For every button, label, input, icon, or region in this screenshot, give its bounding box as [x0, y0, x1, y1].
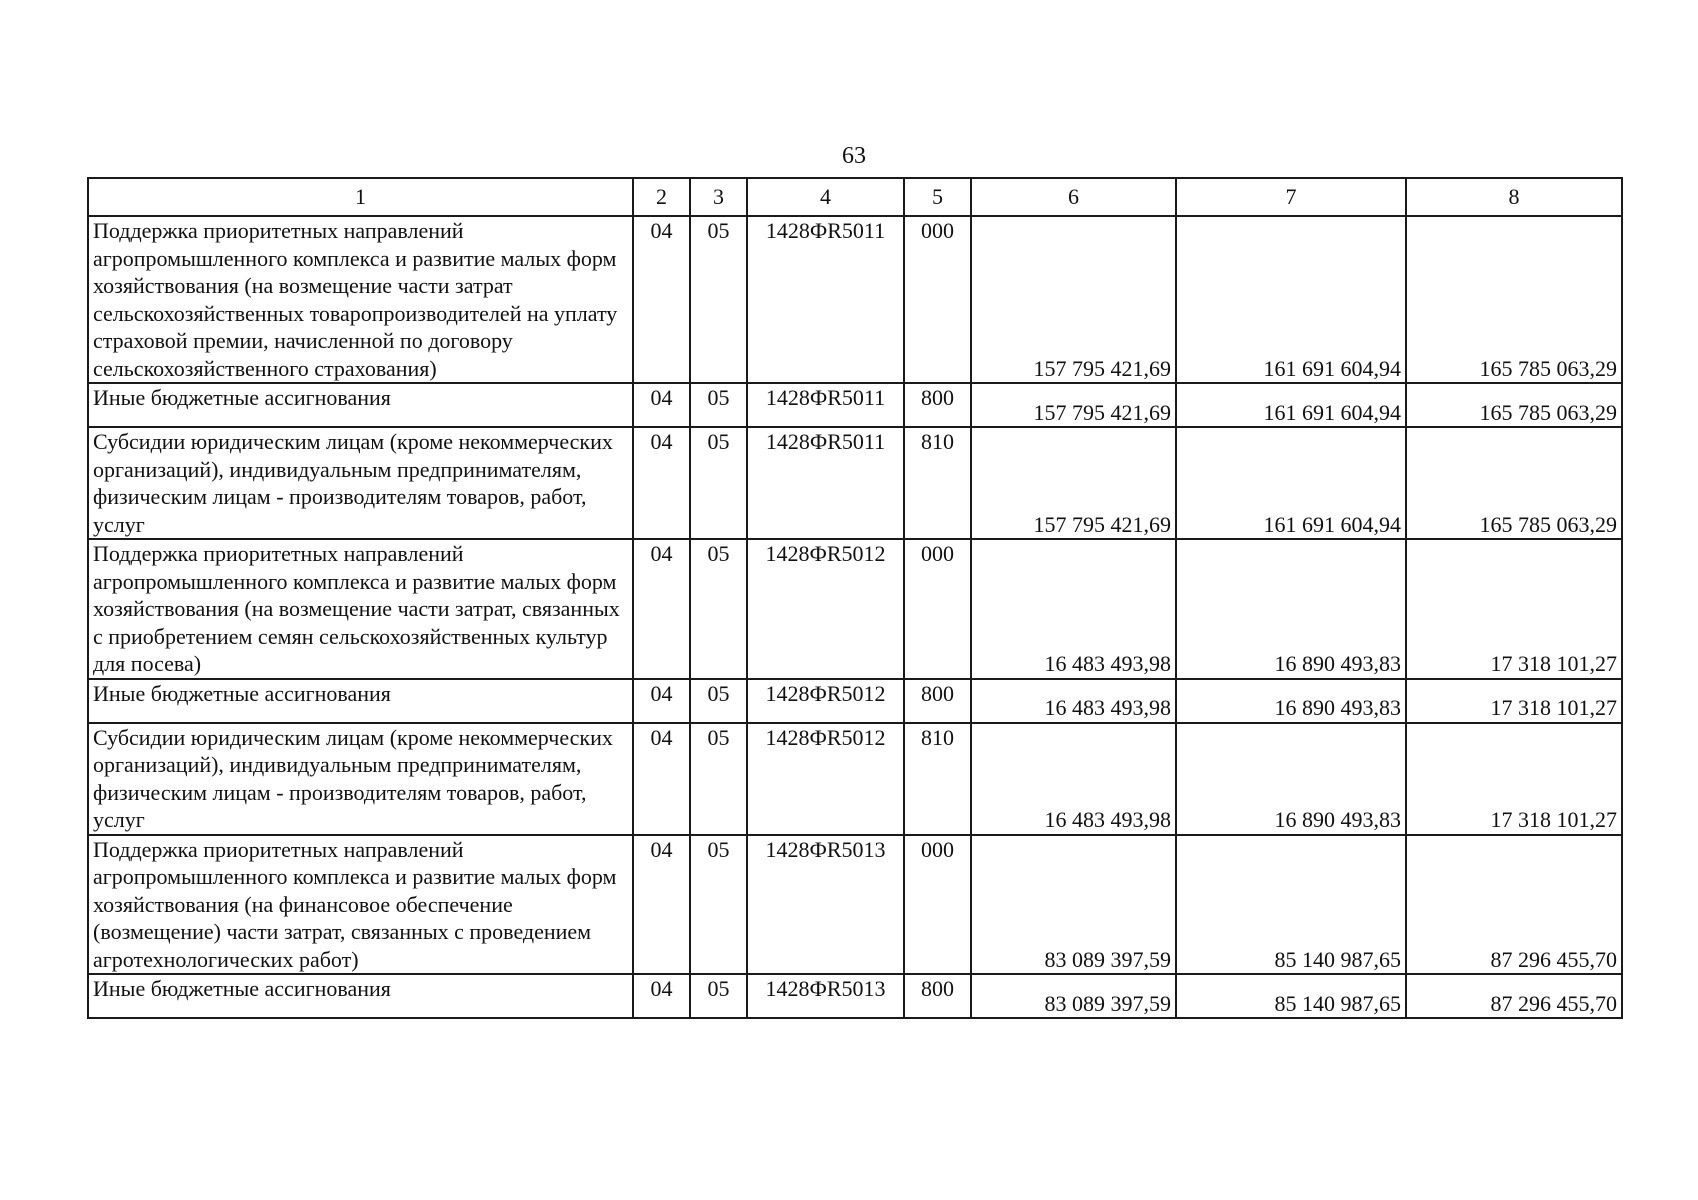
amount-col7: 161 691 604,94 [1176, 427, 1406, 539]
expense-type-code: 800 [904, 679, 971, 723]
expense-type-code: 000 [904, 216, 971, 383]
row-name: Поддержка приоритетных направлений агропромышленного комплекса и развитие малых форм хозяйствования (на возмещение части затрат, связанных с приобретением семян сельскохозяйственных культур для посева) [88, 539, 633, 679]
expense-type-code: 800 [904, 383, 971, 427]
target-article-code: 1428ФR5012 [747, 679, 904, 723]
table-row [88, 723, 1622, 835]
amount-col7: 85 140 987,65 [1176, 835, 1406, 975]
expense-type-code: 000 [904, 539, 971, 679]
section-code: 04 [633, 974, 690, 1018]
amount-col6: 157 795 421,69 [971, 427, 1176, 539]
subsection-code: 05 [690, 383, 747, 427]
expense-type-code: 800 [904, 974, 971, 1018]
table-row [88, 835, 1622, 975]
column-header: 1 [88, 178, 633, 216]
amount-col8: 165 785 063,29 [1406, 383, 1622, 427]
amount-col8: 17 318 101,27 [1406, 723, 1622, 835]
subsection-code: 05 [690, 539, 747, 679]
target-article-code: 1428ФR5013 [747, 835, 904, 975]
amount-col7: 16 890 493,83 [1176, 679, 1406, 723]
subsection-code: 05 [690, 427, 747, 539]
expense-type-code: 000 [904, 835, 971, 975]
table-header-row [88, 178, 1622, 216]
amount-col6: 157 795 421,69 [971, 383, 1176, 427]
subsection-code: 05 [690, 216, 747, 383]
amount-col7: 161 691 604,94 [1176, 383, 1406, 427]
column-header: 2 [633, 178, 690, 216]
amount-col8: 17 318 101,27 [1406, 539, 1622, 679]
subsection-code: 05 [690, 723, 747, 835]
column-header: 6 [971, 178, 1176, 216]
target-article-code: 1428ФR5013 [747, 974, 904, 1018]
amount-col6: 16 483 493,98 [971, 679, 1176, 723]
column-header: 8 [1406, 178, 1622, 216]
table-row [88, 427, 1622, 539]
table-row [88, 216, 1622, 383]
table-row [88, 679, 1622, 723]
page-number: 63 [842, 143, 866, 169]
amount-col8: 165 785 063,29 [1406, 216, 1622, 383]
expense-type-code: 810 [904, 427, 971, 539]
expense-type-code: 810 [904, 723, 971, 835]
amount-col8: 87 296 455,70 [1406, 835, 1622, 975]
row-name: Иные бюджетные ассигнования [88, 974, 633, 1018]
section-code: 04 [633, 216, 690, 383]
section-code: 04 [633, 723, 690, 835]
section-code: 04 [633, 427, 690, 539]
target-article-code: 1428ФR5011 [747, 383, 904, 427]
row-name: Субсидии юридическим лицам (кроме некоммерческих организаций), индивидуальным предпринимателям, физическим лицам - производителям товаров, работ, услуг [88, 723, 633, 835]
subsection-code: 05 [690, 679, 747, 723]
target-article-code: 1428ФR5012 [747, 539, 904, 679]
amount-col7: 85 140 987,65 [1176, 974, 1406, 1018]
amount-col7: 161 691 604,94 [1176, 216, 1406, 383]
subsection-code: 05 [690, 974, 747, 1018]
table-row [88, 539, 1622, 679]
row-name: Субсидии юридическим лицам (кроме некоммерческих организаций), индивидуальным предпринимателям, физическим лицам - производителям товаров, работ, услуг [88, 427, 633, 539]
row-name: Иные бюджетные ассигнования [88, 383, 633, 427]
target-article-code: 1428ФR5011 [747, 427, 904, 539]
amount-col6: 83 089 397,59 [971, 974, 1176, 1018]
amount-col8: 87 296 455,70 [1406, 974, 1622, 1018]
amount-col6: 16 483 493,98 [971, 539, 1176, 679]
section-code: 04 [633, 539, 690, 679]
section-code: 04 [633, 679, 690, 723]
subsection-code: 05 [690, 835, 747, 975]
target-article-code: 1428ФR5012 [747, 723, 904, 835]
table-row [88, 383, 1622, 427]
column-header: 4 [747, 178, 904, 216]
amount-col6: 83 089 397,59 [971, 835, 1176, 975]
amount-col8: 165 785 063,29 [1406, 427, 1622, 539]
table-row [88, 974, 1622, 1018]
amount-col7: 16 890 493,83 [1176, 723, 1406, 835]
row-name: Поддержка приоритетных направлений агропромышленного комплекса и развитие малых форм хозяйствования (на финансовое обеспечение (возмещение) части затрат, связанных с проведением агротехнологических работ) [88, 835, 633, 975]
amount-col6: 16 483 493,98 [971, 723, 1176, 835]
amount-col8: 17 318 101,27 [1406, 679, 1622, 723]
column-header: 7 [1176, 178, 1406, 216]
section-code: 04 [633, 835, 690, 975]
budget-table [87, 177, 1623, 1019]
column-header: 3 [690, 178, 747, 216]
target-article-code: 1428ФR5011 [747, 216, 904, 383]
row-name: Иные бюджетные ассигнования [88, 679, 633, 723]
column-header: 5 [904, 178, 971, 216]
amount-col7: 16 890 493,83 [1176, 539, 1406, 679]
section-code: 04 [633, 383, 690, 427]
row-name: Поддержка приоритетных направлений агропромышленного комплекса и развитие малых форм хозяйствования (на возмещение части затрат сельскохозяйственных товаропроизводителей на уплату страховой премии, начисленной по договору сельскохозяйственного страхования) [88, 216, 633, 383]
amount-col6: 157 795 421,69 [971, 216, 1176, 383]
